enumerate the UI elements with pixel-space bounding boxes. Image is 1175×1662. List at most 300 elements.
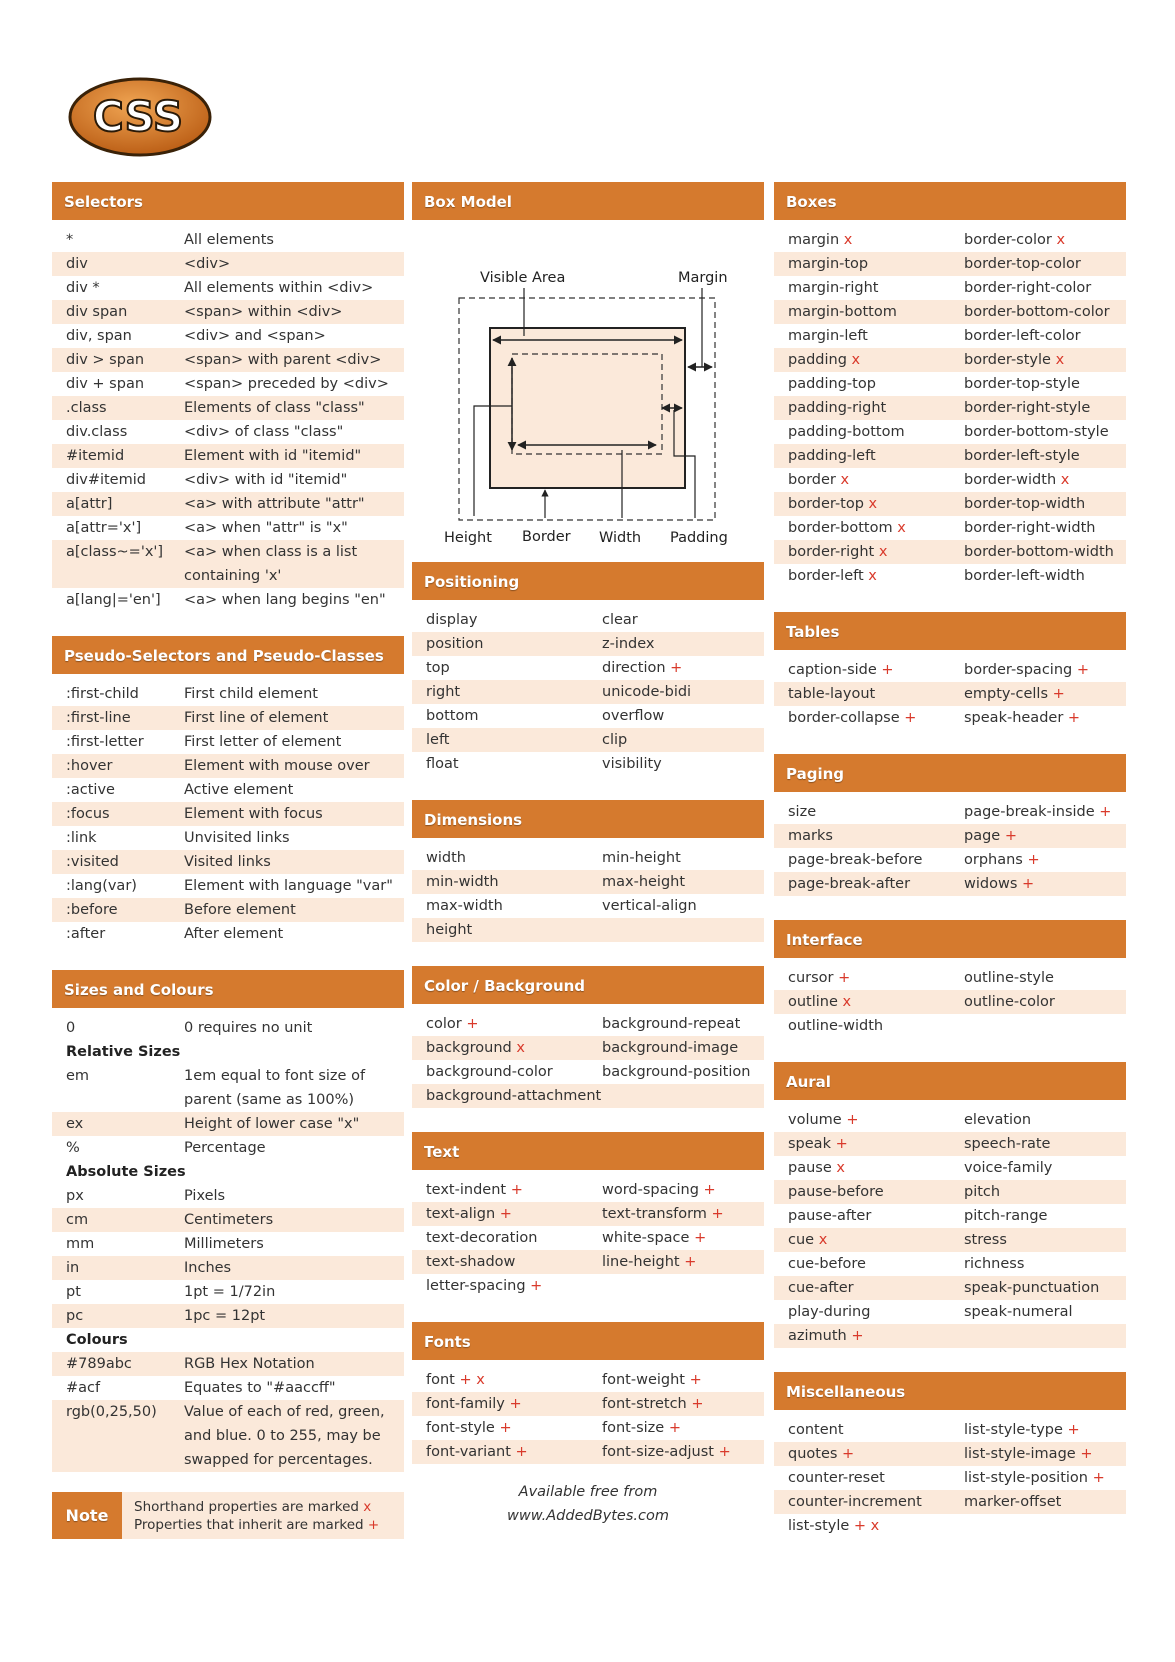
list-item <box>412 728 764 752</box>
property-marker: x <box>851 352 861 368</box>
property-cell <box>788 372 964 396</box>
property-cell <box>788 1108 964 1132</box>
property-name: page-break-inside <box>964 804 1095 820</box>
property-marker: + <box>499 1206 512 1222</box>
list-item <box>412 704 764 728</box>
list-item <box>412 918 764 942</box>
list-item <box>774 1156 1126 1180</box>
property-marker: + <box>703 1182 716 1198</box>
property-name: speak-header <box>964 710 1064 726</box>
property-name: font <box>426 1372 455 1388</box>
property-cell <box>602 680 764 704</box>
property-cell <box>788 658 964 682</box>
item-key: px <box>66 1188 84 1204</box>
property-cell <box>964 564 1126 588</box>
item-description: Element with language "var" <box>184 878 393 894</box>
property-name: content <box>788 1422 844 1438</box>
item-description: Millimeters <box>184 1236 264 1252</box>
list-item <box>52 276 404 300</box>
list-item <box>52 1136 404 1160</box>
list-item <box>774 800 1126 824</box>
two-col-list <box>774 1418 1126 1538</box>
two-col-list <box>774 800 1126 896</box>
list-item <box>52 468 404 492</box>
property-cell <box>964 990 1126 1014</box>
list-item <box>52 778 404 802</box>
property-name: min-width <box>426 874 499 890</box>
section-title: Text <box>412 1132 764 1170</box>
property-cell <box>964 348 1126 372</box>
property-cell <box>964 420 1126 444</box>
item-description: RGB Hex Notation <box>184 1356 315 1372</box>
list-item <box>52 588 404 612</box>
list-item <box>52 754 404 778</box>
property-cell <box>964 1228 1126 1252</box>
property-cell <box>964 252 1126 276</box>
section-selectors <box>52 182 404 612</box>
item-description: Element with mouse over <box>184 758 370 774</box>
list-item <box>52 1112 404 1136</box>
property-marker: + <box>1080 1446 1093 1462</box>
item-description: Percentage <box>184 1140 266 1156</box>
note-body <box>122 1492 404 1539</box>
list-item <box>774 300 1126 324</box>
property-cell <box>964 1418 1126 1442</box>
property-name: pitch <box>964 1184 1001 1200</box>
property-cell <box>964 966 1126 990</box>
property-name: display <box>426 612 478 628</box>
property-cell <box>964 1490 1126 1514</box>
property-cell <box>426 1178 602 1202</box>
property-marker: + <box>904 710 917 726</box>
list-item <box>412 1368 764 1392</box>
list-item <box>52 228 404 252</box>
list-item <box>774 682 1126 706</box>
property-name: margin-left <box>788 328 868 344</box>
section-pseudo <box>52 636 404 946</box>
property-cell <box>426 632 602 656</box>
property-cell <box>426 870 602 894</box>
section-title: Dimensions <box>412 800 764 838</box>
item-description: All elements <box>184 232 274 248</box>
list-item <box>412 894 764 918</box>
property-name: border-right-style <box>964 400 1091 416</box>
property-name: max-height <box>602 874 686 890</box>
property-name: richness <box>964 1256 1025 1272</box>
section-title: Aural <box>774 1062 1126 1100</box>
property-name: border-color <box>964 232 1052 248</box>
property-cell <box>788 682 964 706</box>
property-name: page-break-before <box>788 852 923 868</box>
property-cell <box>426 608 602 632</box>
property-cell <box>964 682 1126 706</box>
list-item <box>412 870 764 894</box>
property-name: font-family <box>426 1396 505 1412</box>
list-item <box>52 516 404 540</box>
property-cell <box>788 800 964 824</box>
property-cell <box>426 846 602 870</box>
property-name: list-style-image <box>964 1446 1076 1462</box>
css-logo <box>68 76 213 158</box>
list-item <box>774 1276 1126 1300</box>
list-item <box>774 658 1126 682</box>
property-cell <box>964 300 1126 324</box>
property-marker: + <box>1027 852 1040 868</box>
property-cell <box>964 1180 1126 1204</box>
property-name: float <box>426 756 459 772</box>
property-cell <box>964 1442 1126 1466</box>
property-name: vertical-align <box>602 898 697 914</box>
list-item <box>52 1208 404 1232</box>
property-name: speak-numeral <box>964 1304 1073 1320</box>
property-name: orphans <box>964 852 1023 868</box>
property-name: voice-family <box>964 1160 1053 1176</box>
property-name: padding-bottom <box>788 424 905 440</box>
section-title: Selectors <box>52 182 404 220</box>
property-marker: x <box>836 1160 845 1176</box>
note-box <box>52 1492 404 1539</box>
property-cell <box>426 1368 602 1392</box>
item-description: <span> with parent <div> <box>184 352 382 368</box>
list-item <box>774 1228 1126 1252</box>
property-name: top <box>426 660 450 676</box>
property-marker: + x <box>459 1372 485 1388</box>
list-item <box>774 1466 1126 1490</box>
item-description: Centimeters <box>184 1212 274 1228</box>
section-text <box>412 1132 764 1298</box>
item-key: a[attr] <box>66 496 113 512</box>
property-name: page-break-after <box>788 876 911 892</box>
property-marker: + <box>1099 804 1112 820</box>
property-cell <box>788 990 964 1014</box>
item-key: :link <box>66 830 97 846</box>
property-cell <box>788 468 964 492</box>
item-key: cm <box>66 1212 89 1228</box>
list-item <box>774 706 1126 730</box>
property-name: padding-right <box>788 400 887 416</box>
property-marker: + <box>466 1016 479 1032</box>
list-item <box>52 802 404 826</box>
property-name: border-right <box>788 544 875 560</box>
property-cell <box>788 1014 964 1038</box>
property-cell <box>964 1204 1126 1228</box>
property-name: overflow <box>602 708 665 724</box>
property-marker: + <box>510 1182 523 1198</box>
property-name: pitch-range <box>964 1208 1048 1224</box>
property-cell <box>788 1252 964 1276</box>
property-cell <box>602 918 764 942</box>
list-item <box>52 348 404 372</box>
column-2 <box>412 182 764 1528</box>
item-key: a[attr='x'] <box>66 520 142 536</box>
item-description: <div> of class "class" <box>184 424 344 440</box>
inherit-mark: + <box>367 1517 380 1533</box>
property-cell <box>964 1466 1126 1490</box>
property-name: pause <box>788 1160 832 1176</box>
property-cell <box>602 608 764 632</box>
box-model-svg <box>412 228 764 548</box>
property-name: outline <box>788 994 838 1010</box>
item-key: div <box>66 256 88 272</box>
property-marker: x <box>842 994 852 1010</box>
property-cell <box>426 894 602 918</box>
item-key: :before <box>66 902 118 918</box>
property-cell <box>602 728 764 752</box>
property-name: unicode-bidi <box>602 684 692 700</box>
list-item <box>774 396 1126 420</box>
property-cell <box>788 966 964 990</box>
property-name: caption-side <box>788 662 877 678</box>
property-marker: + <box>1067 710 1081 726</box>
property-name: bottom <box>426 708 479 724</box>
item-description: Element with id "itemid" <box>184 448 362 464</box>
list-item <box>774 1324 1126 1348</box>
item-key: pc <box>66 1308 84 1324</box>
property-cell <box>964 492 1126 516</box>
property-marker: x <box>818 1232 828 1248</box>
section-dimensions <box>412 800 764 942</box>
item-description: Unvisited links <box>184 830 290 846</box>
property-name: volume <box>788 1112 842 1128</box>
property-cell <box>964 706 1126 730</box>
property-name: speak-punctuation <box>964 1280 1100 1296</box>
property-name: counter-increment <box>788 1494 922 1510</box>
list-item <box>412 1416 764 1440</box>
list-item <box>52 300 404 324</box>
item-description: <a> when class is a list containing 'x' <box>184 544 358 584</box>
property-name: font-size-adjust <box>602 1444 714 1460</box>
property-cell <box>426 1274 602 1298</box>
property-name: margin-right <box>788 280 879 296</box>
property-cell <box>788 824 964 848</box>
property-cell <box>964 824 1126 848</box>
property-cell <box>788 1466 964 1490</box>
property-cell <box>788 1132 964 1156</box>
property-cell <box>964 276 1126 300</box>
property-cell <box>788 564 964 588</box>
list-item <box>52 252 404 276</box>
list-item <box>52 1184 404 1208</box>
property-name: font-style <box>426 1420 495 1436</box>
item-key: % <box>66 1140 80 1156</box>
property-cell <box>602 1178 764 1202</box>
property-marker: x <box>843 232 853 248</box>
property-marker: + <box>499 1420 512 1436</box>
property-cell <box>426 1036 602 1060</box>
property-name: padding <box>788 352 847 368</box>
list-item <box>412 680 764 704</box>
property-name: left <box>426 732 450 748</box>
list-item <box>52 372 404 396</box>
property-name: font-variant <box>426 1444 511 1460</box>
property-cell <box>964 1156 1126 1180</box>
border-box <box>490 328 685 488</box>
property-name: cue <box>788 1232 815 1248</box>
property-name: border-spacing <box>964 662 1073 678</box>
item-description: First line of element <box>184 710 329 726</box>
item-key: rgb(0,25,50) <box>66 1404 157 1420</box>
property-marker: + x <box>853 1518 880 1534</box>
property-cell <box>964 1108 1126 1132</box>
list-item <box>774 1418 1126 1442</box>
property-cell <box>964 1252 1126 1276</box>
column-3 <box>774 182 1126 1562</box>
property-name: outline-color <box>964 994 1055 1010</box>
list-item <box>412 608 764 632</box>
property-cell <box>426 1226 602 1250</box>
list-item <box>52 444 404 468</box>
property-name: speech-rate <box>964 1136 1051 1152</box>
property-cell <box>788 1418 964 1442</box>
item-key: div, span <box>66 328 132 344</box>
margin-label: Margin <box>678 270 728 286</box>
kv-list <box>52 228 404 612</box>
section-title: Box Model <box>412 182 764 220</box>
item-description: Visited links <box>184 854 271 870</box>
item-description: <span> within <div> <box>184 304 343 320</box>
list-item <box>52 1328 404 1352</box>
list-item <box>774 372 1126 396</box>
property-name: border-bottom-style <box>964 424 1109 440</box>
item-description: 1pc = 12pt <box>184 1308 266 1324</box>
item-description: 1pt = 1/72in <box>184 1284 276 1300</box>
item-description: Before element <box>184 902 296 918</box>
property-cell <box>602 1226 764 1250</box>
item-key: :visited <box>66 854 119 870</box>
column-1 <box>52 182 404 1539</box>
property-name: border-collapse <box>788 710 900 726</box>
property-cell <box>426 1202 602 1226</box>
list-item <box>774 516 1126 540</box>
property-name: min-height <box>602 850 681 866</box>
list-item <box>412 632 764 656</box>
item-description: Value of each of red, green, and blue. 0 to 255, may be swapped for percentages. <box>184 1404 385 1468</box>
property-cell <box>788 1514 964 1538</box>
property-name: text-indent <box>426 1182 507 1198</box>
property-cell <box>964 468 1126 492</box>
section-title: Miscellaneous <box>774 1372 1126 1410</box>
property-name: play-during <box>788 1304 871 1320</box>
section-title: Tables <box>774 612 1126 650</box>
item-key: mm <box>66 1236 95 1252</box>
property-cell <box>964 1324 1126 1348</box>
property-name: z-index <box>602 636 655 652</box>
property-marker: + <box>689 1372 702 1388</box>
property-cell <box>964 1514 1126 1538</box>
item-key: pt <box>66 1284 81 1300</box>
property-name: border-left-style <box>964 448 1080 464</box>
list-item <box>774 1014 1126 1038</box>
property-name: background <box>426 1040 512 1056</box>
property-cell <box>788 540 964 564</box>
list-item <box>412 1274 764 1298</box>
list-item <box>774 324 1126 348</box>
property-name: pause-after <box>788 1208 872 1224</box>
property-marker: + <box>530 1278 543 1294</box>
item-description: First letter of element <box>184 734 342 750</box>
section-title: Interface <box>774 920 1126 958</box>
property-name: table-layout <box>788 686 876 702</box>
property-name: width <box>426 850 466 866</box>
property-name: counter-reset <box>788 1470 885 1486</box>
property-name: color <box>426 1016 462 1032</box>
property-cell <box>788 396 964 420</box>
property-cell <box>964 372 1126 396</box>
property-name: font-weight <box>602 1372 685 1388</box>
property-cell <box>964 396 1126 420</box>
property-name: quotes <box>788 1446 838 1462</box>
item-description: First child element <box>184 686 318 702</box>
property-cell <box>964 228 1126 252</box>
property-cell <box>602 632 764 656</box>
list-item <box>774 872 1126 896</box>
property-name: azimuth <box>788 1328 847 1344</box>
property-name: background-image <box>602 1040 739 1056</box>
two-col-list <box>412 846 764 942</box>
property-cell <box>788 1180 964 1204</box>
list-item <box>774 966 1126 990</box>
property-marker: x <box>1055 352 1065 368</box>
list-item <box>412 656 764 680</box>
property-cell <box>964 1300 1126 1324</box>
list-item <box>774 228 1126 252</box>
property-cell <box>788 420 964 444</box>
property-marker: + <box>694 1230 707 1246</box>
property-marker: + <box>691 1396 704 1412</box>
list-item <box>52 1232 404 1256</box>
property-name: background-position <box>602 1064 751 1080</box>
property-name: list-style <box>788 1518 850 1534</box>
item-description: <a> when lang begins "en" <box>184 592 386 608</box>
two-col-list <box>412 1178 764 1298</box>
item-key: :active <box>66 782 115 798</box>
property-marker: + <box>668 1420 681 1436</box>
section-title: Paging <box>774 754 1126 792</box>
list-item <box>52 1040 404 1064</box>
property-name: visibility <box>602 756 662 772</box>
list-item <box>774 420 1126 444</box>
property-cell <box>964 848 1126 872</box>
property-cell <box>788 228 964 252</box>
section-aural <box>774 1062 1126 1348</box>
property-name: pause-before <box>788 1184 884 1200</box>
logo-text: CSS <box>92 92 184 141</box>
property-name: cue-before <box>788 1256 866 1272</box>
list-item <box>52 540 404 588</box>
item-key: a[lang|='en'] <box>66 592 161 608</box>
list-item <box>774 1132 1126 1156</box>
property-cell <box>964 540 1126 564</box>
box-model-diagram <box>412 228 764 548</box>
list-item <box>52 324 404 348</box>
property-marker: + <box>1022 876 1035 892</box>
property-cell <box>602 656 764 680</box>
section-title: Boxes <box>774 182 1126 220</box>
property-marker: + <box>851 1328 864 1344</box>
list-item <box>412 1084 764 1108</box>
property-cell <box>602 752 764 776</box>
item-key: 0 <box>66 1020 76 1036</box>
list-item <box>774 348 1126 372</box>
list-item <box>52 922 404 946</box>
credit-url: www.AddedBytes.com <box>507 1508 669 1524</box>
property-marker: + <box>842 1446 855 1462</box>
property-name: text-transform <box>602 1206 707 1222</box>
property-cell <box>788 1442 964 1466</box>
property-marker: x <box>878 544 888 560</box>
property-cell <box>426 1440 602 1464</box>
property-name: right <box>426 684 461 700</box>
